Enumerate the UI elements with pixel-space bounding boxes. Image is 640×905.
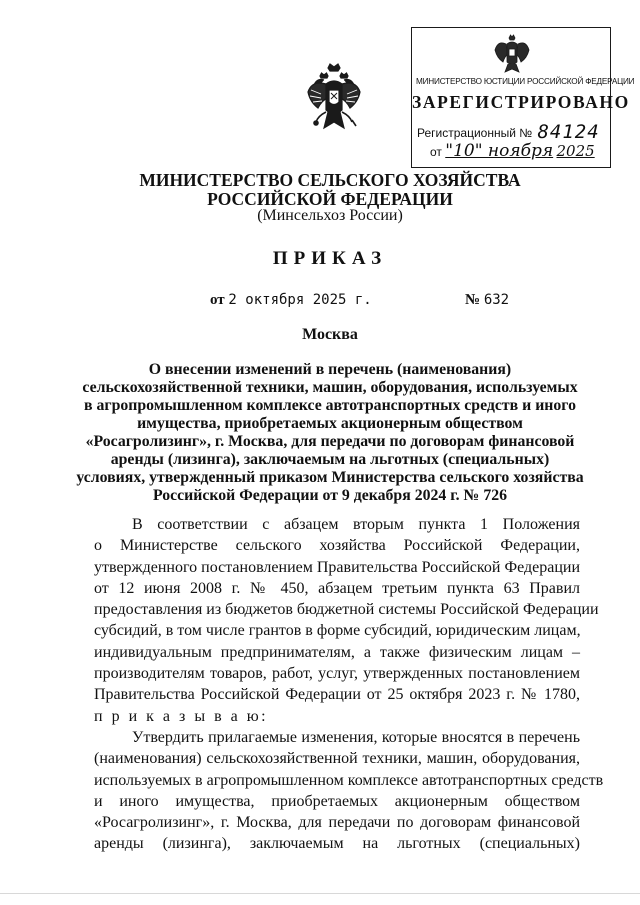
title-line: условиях, утвержденный приказом Министерства сельского хозяйства <box>76 469 584 486</box>
order-body <box>94 514 604 855</box>
body-line: производителям товаров, работ, услуг, утвержденных постановлением <box>94 665 580 683</box>
city-name: Москва <box>302 326 358 343</box>
body-line: утвержденного постановлением Правительства Российской Федерации <box>94 558 580 576</box>
scan-edge-divider <box>0 893 640 894</box>
body-line: используемых в агропромышленном комплексе автотранспортных средств <box>94 771 604 789</box>
stamp-reg-label: Регистрационный № <box>417 126 533 140</box>
order-number <box>465 292 509 309</box>
title-line: О внесении изменений в перечень (наименования) <box>148 361 512 378</box>
coat-of-arms-emblem <box>306 62 362 134</box>
order-number-label: № <box>465 292 481 308</box>
order-number-value: 632 <box>483 292 510 308</box>
body-line: «Росагролизинг», г. Москва, для передачи по договорам финансовой <box>94 814 580 832</box>
registration-stamp <box>411 27 635 168</box>
body-line: о Министерстве сельского хозяйства Российской Федерации, <box>94 537 580 555</box>
stamp-date-prefix: от <box>430 145 442 159</box>
order-directive: п р и к а з ы в а ю: <box>94 707 269 725</box>
body-line: индивидуальным предпринимателям, а также физическим лицам – <box>94 643 580 661</box>
title-line: «Росагролизинг», г. Москва, для передачи по договорам финансовой <box>85 433 575 450</box>
stamp-date-handwritten: "10" ноября <box>445 141 554 161</box>
body-line: и иного имущества, приобретаемых акционерным обществом <box>94 792 580 810</box>
stamp-ministry-name: МИНИСТЕРСТВО ЮСТИЦИИ РОССИЙСКОЙ ФЕДЕРАЦИИ <box>416 77 635 86</box>
body-line: аренды (лизинга), заключаемым на льготных (специальных) <box>94 835 580 853</box>
body-line: предоставления из бюджетов бюджетной системы Российской Федерации <box>94 601 599 619</box>
title-line: сельскохозяйственной техники, машин, оборудования, используемых <box>82 379 578 396</box>
title-line: в агропромышленном комплексе автотранспортных средств и иного <box>84 397 576 414</box>
ministry-name-line2: РОССИЙСКОЙ ФЕДЕРАЦИИ <box>207 189 453 209</box>
stamp-registration-date <box>430 141 595 161</box>
stamp-date-year: 2025 <box>556 142 595 160</box>
body-line: Утвердить прилагаемые изменения, которые вносятся в перечень <box>132 728 580 746</box>
body-line: (наименования) сельскохозяйственной техники, машин, оборудования, <box>94 750 580 768</box>
title-line: аренды (лизинга), заключаемым на льготных (специальных) <box>110 451 550 468</box>
ministry-short-name: (Минсельхоз России) <box>257 207 403 224</box>
ministry-name-line1: МИНИСТЕРСТВО СЕЛЬСКОГО ХОЗЯЙСТВА <box>139 170 521 190</box>
title-line: Российской Федерации от 9 декабря 2024 г. № 726 <box>152 487 508 504</box>
document-type-title: ПРИКАЗ <box>272 248 388 269</box>
stamp-registered-label: ЗАРЕГИСТРИРОВАНО <box>412 92 630 112</box>
body-line: от 12 июня 2008 г. № 450, абзацем третьим пункта 63 Правил <box>94 579 580 597</box>
stamp-emblem-icon <box>494 34 530 74</box>
body-line: Правительства Российской Федерации от 25 октября 2023 г. № 1780, <box>94 686 580 704</box>
title-line: имущества, приобретаемых акционерным обществом <box>137 415 523 432</box>
order-date-value: 2 октября 2025 г. <box>228 292 372 308</box>
body-line: субсидий, в том числе грантов в форме субсидий, юридическим лицам, <box>94 622 581 640</box>
order-date-prefix: от <box>210 292 225 308</box>
stamp-registration-number <box>417 120 600 142</box>
stamp-reg-number-handwritten: 84124 <box>537 121 600 143</box>
body-line: В соответствии с абзацем вторым пункта 1 Положения <box>132 516 580 533</box>
order-date <box>210 292 372 309</box>
